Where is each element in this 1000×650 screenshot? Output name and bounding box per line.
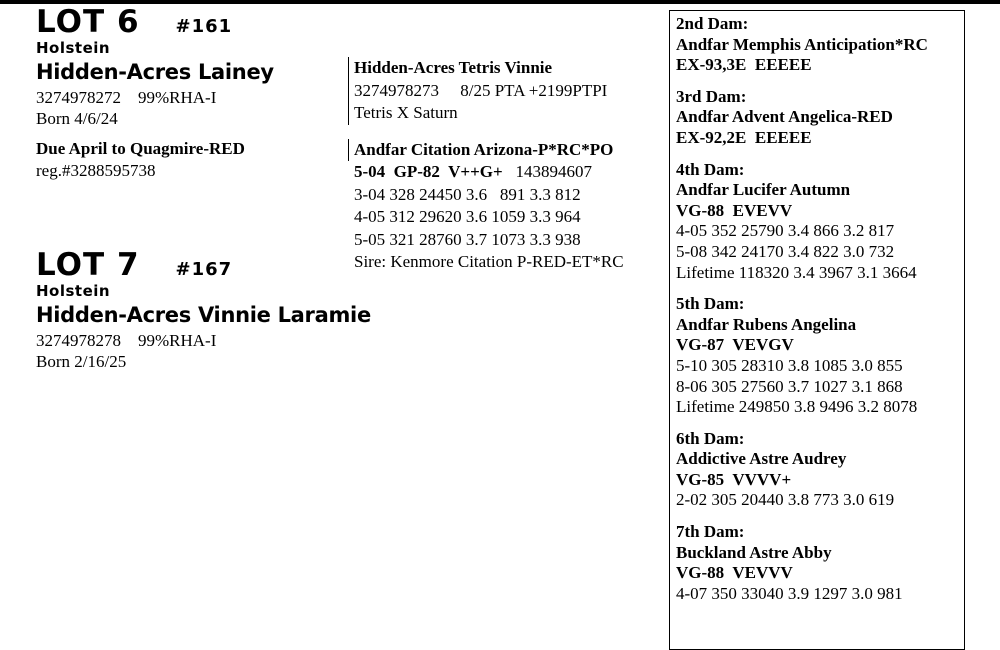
dam-name: Andfar Rubens Angelina bbox=[676, 314, 857, 334]
dam-record: 5-08 342 24170 3.4 822 3.0 732 bbox=[676, 241, 895, 261]
reg-number: reg.#3288595738 bbox=[36, 161, 156, 180]
dam-entry bbox=[676, 87, 964, 149]
birth-date: Born 2/16/25 bbox=[36, 352, 127, 371]
dam-name: Andfar Memphis Anticipation*RC bbox=[676, 34, 928, 54]
dam-score: EX-92,2E EEEEE bbox=[676, 127, 812, 147]
dam-label: 6th Dam: bbox=[676, 428, 745, 448]
dam-reg: 143894607 bbox=[515, 162, 592, 181]
dam-entry bbox=[676, 14, 964, 76]
pedigree-box bbox=[669, 10, 965, 650]
dam-record: Lifetime 118320 3.4 3967 3.1 3664 bbox=[676, 262, 917, 282]
breed: Holstein bbox=[36, 39, 111, 57]
dam-classification: 5-04 GP-82 V++G+ bbox=[354, 162, 503, 181]
dam-score: VG-85 VVVV+ bbox=[676, 469, 792, 489]
lot-number: #167 bbox=[175, 259, 233, 280]
dam-record: 4-05 352 25790 3.4 866 3.2 817 bbox=[676, 221, 895, 241]
dam-record: 4-05 312 29620 3.6 1059 3.3 964 bbox=[354, 207, 581, 226]
dam-entry bbox=[676, 294, 964, 418]
dam-record: Lifetime 249850 3.8 9496 3.2 8078 bbox=[676, 397, 918, 417]
dam-label: 2nd Dam: bbox=[676, 14, 749, 33]
top-rule bbox=[0, 0, 1000, 4]
dam-label: 4th Dam: bbox=[676, 159, 745, 179]
dam-record: 5-05 321 28760 3.7 1073 3.3 938 bbox=[354, 229, 581, 249]
lot-7 bbox=[36, 248, 371, 372]
lot-label: LOT 6 bbox=[36, 4, 140, 40]
dam-section bbox=[348, 139, 624, 162]
dam-details bbox=[348, 161, 624, 274]
dam-record: 3-04 328 24450 3.6 891 3.3 812 bbox=[354, 184, 581, 204]
registration: 3274978272 99%RHA-I bbox=[36, 88, 217, 107]
dam-name: Andfar Advent Angelica-RED bbox=[676, 107, 893, 127]
lot-header bbox=[36, 5, 274, 39]
lot-6 bbox=[36, 5, 274, 181]
animal-name: Hidden-Acres Vinnie Laramie bbox=[36, 303, 371, 327]
dam-entry bbox=[676, 522, 964, 604]
dam-label: 5th Dam: bbox=[676, 294, 745, 314]
dam-name: Andfar Lucifer Autumn bbox=[676, 180, 851, 200]
animal-name: Hidden-Acres Lainey bbox=[36, 60, 274, 84]
birth-date: Born 4/6/24 bbox=[36, 109, 118, 128]
sire-details: 3274978273 8/25 PTA +2199PTPI bbox=[354, 80, 608, 100]
sire-dam-block bbox=[348, 57, 624, 274]
lot-label: LOT 7 bbox=[36, 247, 140, 283]
breed: Holstein bbox=[36, 282, 111, 300]
lot-header bbox=[36, 248, 371, 282]
dam-name: Buckland Astre Abby bbox=[676, 542, 832, 562]
registration: 3274978278 99%RHA-I bbox=[36, 331, 217, 350]
dam-score: VG-87 VEVGV bbox=[676, 335, 794, 355]
dam-name: Andfar Citation Arizona-P*RC*PO bbox=[354, 139, 614, 159]
dam-name: Addictive Astre Audrey bbox=[676, 449, 847, 469]
dam-record: 5-10 305 28310 3.8 1085 3.0 855 bbox=[676, 355, 903, 375]
lot-number: #161 bbox=[175, 16, 233, 37]
dam-entry bbox=[676, 429, 964, 511]
dam-label: 3rd Dam: bbox=[676, 86, 747, 106]
due-date: Due April to Quagmire-RED bbox=[36, 139, 245, 158]
dam-classification-line bbox=[354, 161, 624, 184]
sire-cross: Tetris X Saturn bbox=[354, 103, 458, 122]
dam-sire: Sire: Kenmore Citation P-RED-ET*RC bbox=[354, 252, 624, 271]
dam-record: 8-06 305 27560 3.7 1027 3.1 868 bbox=[676, 376, 903, 396]
dam-record: 4-07 350 33040 3.9 1297 3.0 981 bbox=[676, 583, 903, 603]
sire-section bbox=[348, 57, 624, 125]
sire-name: Hidden-Acres Tetris Vinnie bbox=[354, 58, 553, 77]
dam-entry bbox=[676, 160, 964, 284]
dam-record: 2-02 305 20440 3.8 773 3.0 619 bbox=[676, 490, 895, 510]
dam-label: 7th Dam: bbox=[676, 522, 745, 542]
dam-score: VG-88 EVEVV bbox=[676, 200, 793, 220]
dam-score: EX-93,3E EEEEE bbox=[676, 55, 812, 75]
dam-score: VG-88 VEVVV bbox=[676, 563, 793, 583]
